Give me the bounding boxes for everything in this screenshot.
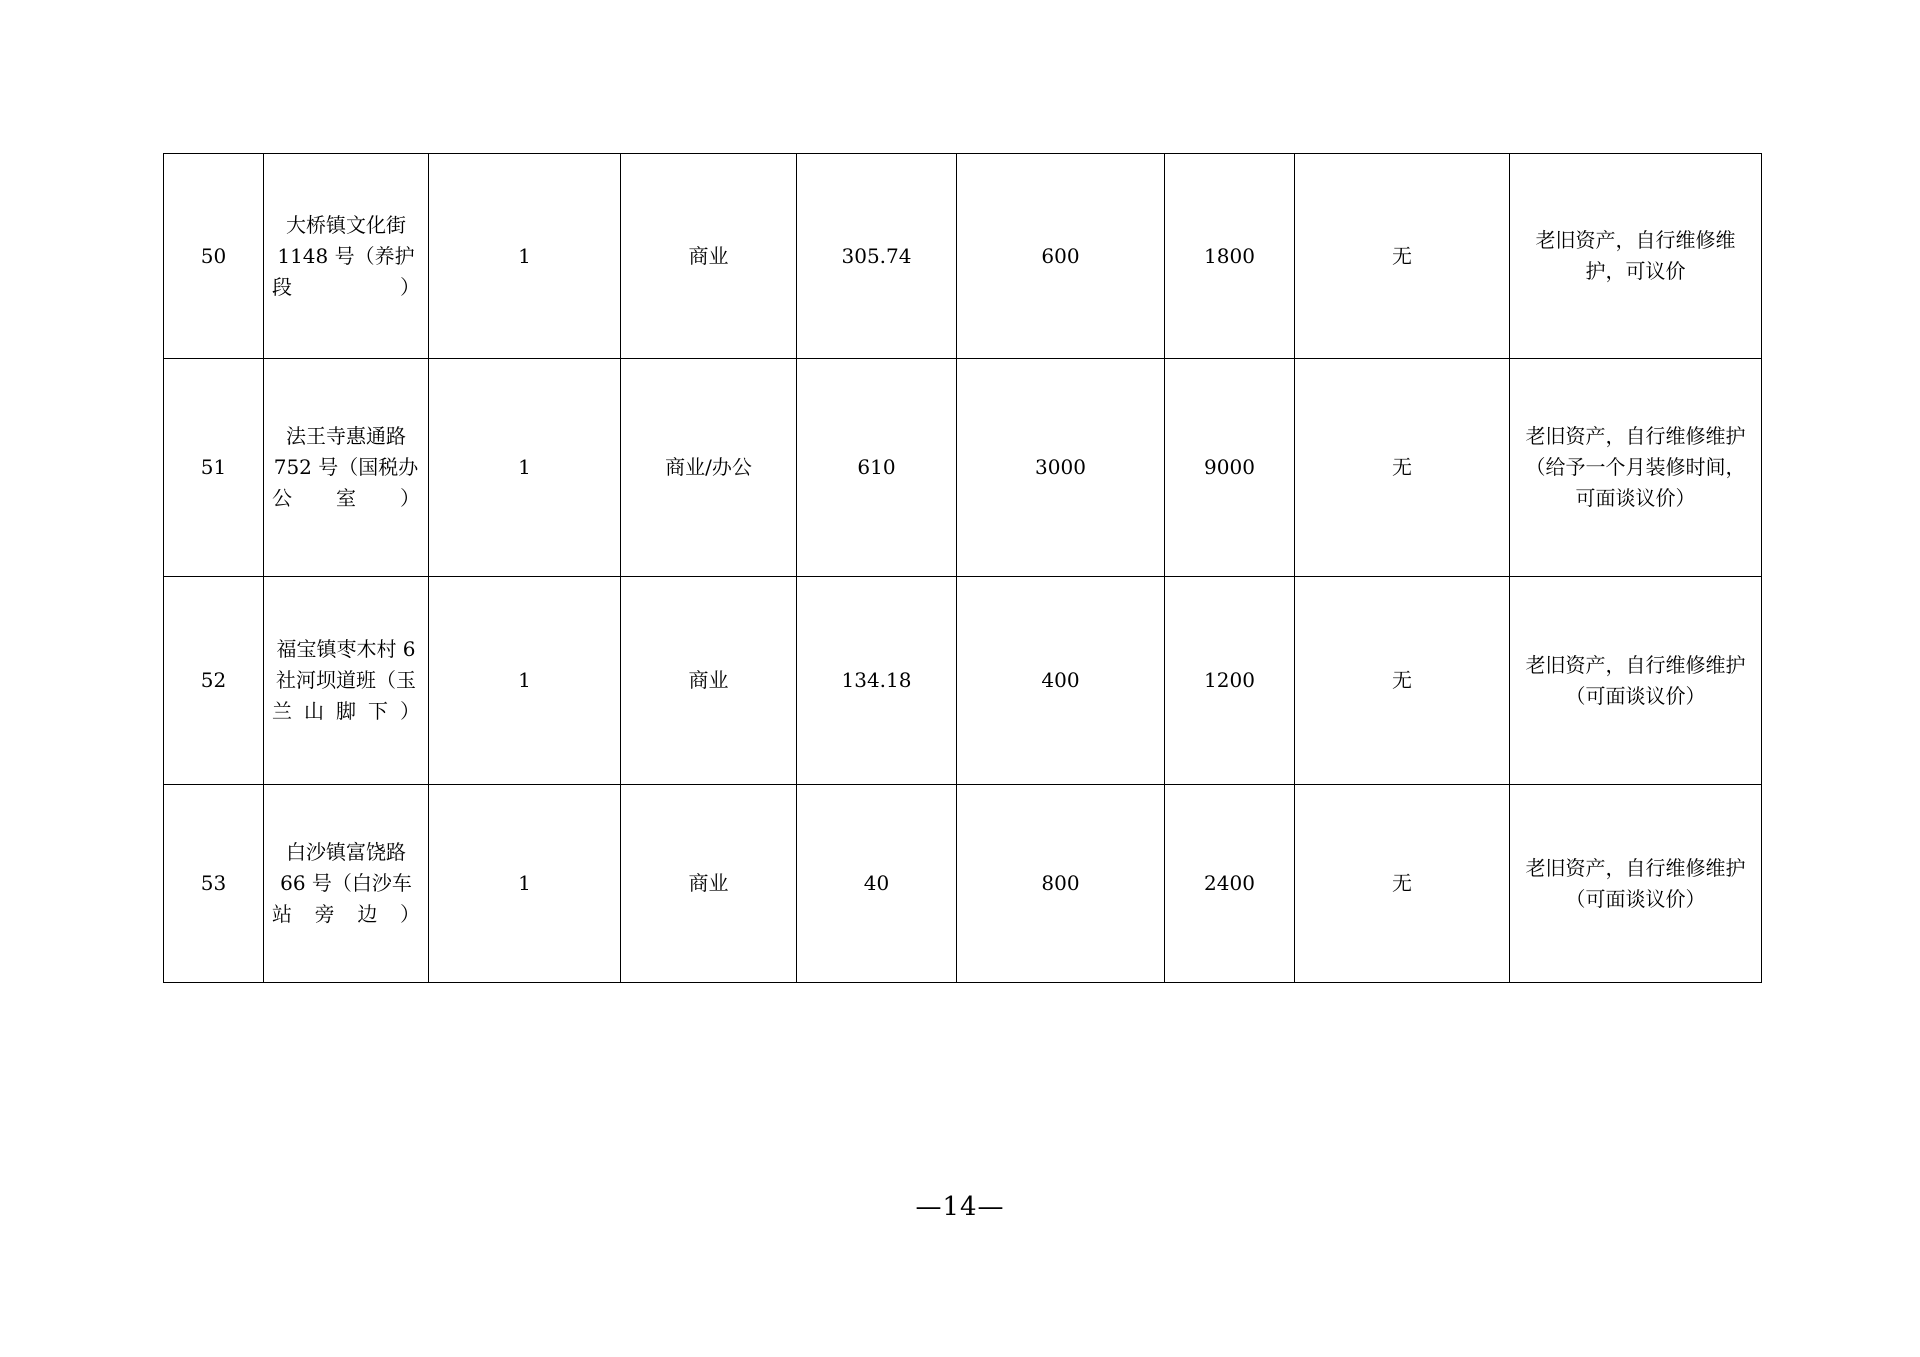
row-total: 1800 — [1165, 154, 1295, 359]
row-quantity: 1 — [429, 577, 621, 785]
row-address: 福宝镇枣木村 6 社河坝道班（玉兰山脚下） — [264, 577, 429, 785]
row-remark: 老旧资产，自行维修维护（可面谈议价） — [1510, 577, 1762, 785]
table-row — [164, 577, 1762, 785]
page-number: —14— — [915, 1192, 1005, 1222]
row-remark: 老旧资产，自行维修维护（给予一个月装修时间，可面谈议价） — [1510, 359, 1762, 577]
row-price: 400 — [957, 577, 1165, 785]
row-deposit: 无 — [1295, 359, 1510, 577]
row-remark: 老旧资产，自行维修维护（可面谈议价） — [1510, 785, 1762, 983]
row-deposit: 无 — [1295, 785, 1510, 983]
row-number: 52 — [164, 577, 264, 785]
row-price: 3000 — [957, 359, 1165, 577]
row-area: 305.74 — [797, 154, 957, 359]
row-area: 610 — [797, 359, 957, 577]
row-address: 大桥镇文化街 1148 号（养护段） — [264, 154, 429, 359]
row-total: 2400 — [1165, 785, 1295, 983]
row-deposit: 无 — [1295, 154, 1510, 359]
row-use: 商业 — [621, 154, 797, 359]
row-number: 50 — [164, 154, 264, 359]
row-use: 商业/办公 — [621, 359, 797, 577]
row-area: 40 — [797, 785, 957, 983]
table-row — [164, 154, 1762, 359]
row-quantity: 1 — [429, 359, 621, 577]
row-remark: 老旧资产，自行维修维护，可议价 — [1510, 154, 1762, 359]
row-area: 134.18 — [797, 577, 957, 785]
row-price: 600 — [957, 154, 1165, 359]
row-price: 800 — [957, 785, 1165, 983]
row-use: 商业 — [621, 785, 797, 983]
row-number: 53 — [164, 785, 264, 983]
row-number: 51 — [164, 359, 264, 577]
assets-listing-table — [163, 153, 1762, 983]
row-address: 白沙镇富饶路 66 号（白沙车站旁边） — [264, 785, 429, 983]
row-deposit: 无 — [1295, 577, 1510, 785]
row-quantity: 1 — [429, 785, 621, 983]
table-row — [164, 785, 1762, 983]
table-row — [164, 359, 1762, 577]
row-total: 1200 — [1165, 577, 1295, 785]
row-quantity: 1 — [429, 154, 621, 359]
row-total: 9000 — [1165, 359, 1295, 577]
row-address: 法王寺惠通路 752 号（国税办公室） — [264, 359, 429, 577]
row-use: 商业 — [621, 577, 797, 785]
